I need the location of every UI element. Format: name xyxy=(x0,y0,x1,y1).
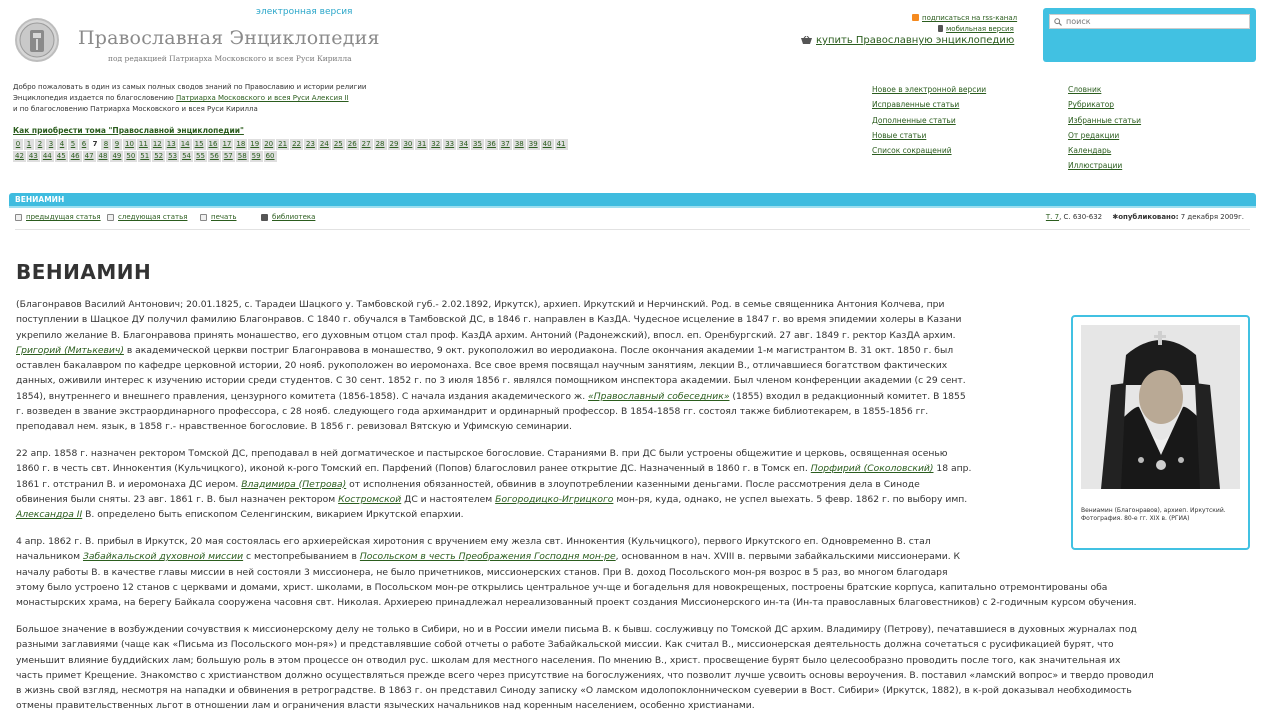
buy-encyclopedia-link[interactable] xyxy=(801,35,1014,46)
search-icon[interactable] xyxy=(1054,18,1062,26)
volume-link[interactable]: 3 xyxy=(46,139,56,150)
volume-link[interactable]: 28 xyxy=(375,140,385,148)
volume-link[interactable]: 2 xyxy=(35,139,45,150)
portrait-photo[interactable] xyxy=(1081,325,1240,489)
volume-link[interactable]: 56 xyxy=(209,152,219,160)
link-vladimir[interactable]: Владимира (Петрова) xyxy=(241,478,347,490)
volume-link[interactable]: 4 xyxy=(57,139,67,150)
site-header xyxy=(0,0,1263,80)
volume-link[interactable]: 16 xyxy=(208,140,218,148)
encyclopedia-logo-icon[interactable] xyxy=(15,18,59,62)
volume-link[interactable]: 58 xyxy=(237,152,247,160)
search-box xyxy=(1043,8,1256,62)
volume-link[interactable]: 47 xyxy=(84,152,94,160)
rss-icon xyxy=(912,14,919,21)
link-grigory[interactable]: Григорий (Митькевич) xyxy=(16,344,124,356)
article-heading: ВЕНИАМИН xyxy=(16,260,152,284)
pages-text: , С. 630-632 xyxy=(1059,213,1103,221)
volume-link[interactable]: 55 xyxy=(195,152,205,160)
nav-link[interactable]: Новое в электронной версии xyxy=(872,85,987,94)
volume-link[interactable]: 22 xyxy=(292,140,301,148)
volume-link[interactable]: 31 xyxy=(417,140,427,148)
link-kostroma[interactable]: Костромской xyxy=(338,493,402,505)
article-paragraph-1: (Благонравов Василий Антонович; 20.01.1825, с. Тарадеи Шацкого у. Тамбовской губ.- 2.02.1892, Иркутск), архиеп. Иркутский и Нерчинский. Род. в семье священника Антония Колчева, при поступлении в Шацкое ДУ получил фамилию Благонравов. С 1840 г. обучался в Тамбовской ДС, в 1846 г. направлен в КазДА. Чудесное исцеление в 1847 г. во время эпидемии холеры в Казани укрепило желание В. Благонравова принять монашество, его духовным отцом стал проф. КазДА архим. Антоний (Радонежский), впосл. еп. Оренбургский. 27 авг. 1849 г. ректор КазДА архим. Григорий (Митькевич) в академической церкви постриг Благонравова в монашество, 9 окт. рукоположил во иеродиакона. После окончания академии 1-м магистрантом В. 31 окт. 1850 г. был оставлен бакалавром по кафедре церковной истории, 20 нояб. рукоположен во иеромонаха. Все свое время посвящал научным занятиям, лекции В., отличавшиеся богатством фактических данных, оживили интерес к изучению истории среди студентов. С 30 сент. 1852 г. по 3 июля 1856 г. являлся помощником инспектора академии. Был членом конференции академии (с 29 сент. 1854), внутреннего и внешнего правления, цензурного комитета (1856-1858). С начала издания академического ж. «Православный собеседник» (1855) входил в редакционный комитет. В 1855 г. возведен в звание экстраординарного профессора, с 28 нояб. следующего года архимандрит и ординарный профессор. В 1854-1858 гг. состоял также библиотекарем, в 1855-1856 гг. преподавал нем. язык, в 1858 г.- нравственное богословие. В 1856 г. ревизовал Вятскую и Уфимскую семинарии. xyxy=(16,299,966,433)
prev-article-button[interactable] xyxy=(15,213,101,221)
title-bar-underline xyxy=(9,206,1256,208)
volume-link[interactable]: 17 xyxy=(222,140,232,148)
volume-link[interactable]: 20 xyxy=(264,140,274,148)
volume-link[interactable]: 21 xyxy=(278,140,288,148)
next-arrow-icon xyxy=(107,214,114,221)
volume-link[interactable]: 48 xyxy=(98,152,108,160)
nav-column-updates xyxy=(872,82,986,158)
volume-link[interactable]: 35 xyxy=(473,140,482,148)
volume-link[interactable]: 10 xyxy=(125,140,134,148)
toolbar-divider xyxy=(15,229,1250,230)
volume-link[interactable]: 11 xyxy=(138,140,148,148)
volume-link[interactable]: 37 xyxy=(500,140,510,148)
article-paragraph-2: 22 апр. 1858 г. назначен ректором Томской ДС, преподавал в ней догматическое и пастырское богословие. Стараниями В. при ДС были устроены общежитие и церковь, освященная осенью 1860 г. в честь свт. Иннокентия (Кульчицкого), иконой к-рого Томский еп. Парфений (Попов) благословил ранее открытие ДС. Назначенный в 1860 г. в Томск еп. Порфирий (Соколовский) 18 апр. 1861 г. отстранил В. и иеромонаха ДС иером. Владимира (Петрова) от исполнения обязанностей, обвинив в злоупотреблении казенными деньгами. После рассмотрения дела в Синоде обвинения были сняты. 23 авг. 1861 г. В. был назначен ректором Костромской ДС и настоятелем Богородицко-Игрицкого мон-ря, куда, однако, не успел выехать. 5 февр. 1862 г. по выбору имп. Александра II В. определено быть епископом Селенгинским, викарием Иркутской епархии. xyxy=(16,448,972,521)
volume-link[interactable]: 9 xyxy=(112,139,122,150)
mobile-phone-icon xyxy=(938,25,943,32)
article-toolbar xyxy=(15,213,1250,225)
link-bogoroditse-igritsky[interactable]: Богородицко-Игрицкого xyxy=(495,493,614,505)
volume-link[interactable]: 53 xyxy=(168,152,178,160)
welcome-text xyxy=(13,82,366,115)
next-article-button[interactable] xyxy=(107,213,187,221)
welcome-line-2 xyxy=(13,93,366,104)
link-alexander-ii[interactable]: Александра II xyxy=(16,509,83,521)
volume-row-2 xyxy=(13,151,713,163)
article-title-bar xyxy=(9,193,1256,206)
volume-list xyxy=(13,139,713,163)
volume-link[interactable]: 60 xyxy=(265,152,275,160)
volume-link[interactable]: 36 xyxy=(486,140,496,148)
volume-link[interactable]: 32 xyxy=(431,140,441,148)
volume-link[interactable]: 19 xyxy=(250,140,260,148)
volume-link[interactable]: 13 xyxy=(166,140,176,148)
volume-link[interactable]: 25 xyxy=(333,140,343,148)
nav-link[interactable]: Новые статьи xyxy=(872,130,927,140)
site-subtitle: под редакцией Патриарха Московского и всея Руси Кирилла xyxy=(108,54,352,63)
published-date: 7 декабря 2009г. xyxy=(1178,213,1244,221)
top-links xyxy=(912,12,1017,34)
volume-link[interactable]: 30 xyxy=(403,140,413,148)
published-icon: ✱ xyxy=(1112,213,1119,221)
volume-link[interactable]: 52 xyxy=(154,152,164,160)
nav-link[interactable]: Список сокращений xyxy=(872,146,952,156)
nav-link[interactable]: Иллюстрации xyxy=(1068,161,1123,171)
volume-link[interactable]: 15 xyxy=(194,140,204,148)
volume-link[interactable]: 12 xyxy=(152,140,162,148)
library-button[interactable] xyxy=(261,213,315,221)
volume-link[interactable]: 51 xyxy=(140,152,150,160)
mobile-link[interactable]: мобильная версия xyxy=(946,24,1014,33)
volume-link[interactable]: 50 xyxy=(126,152,136,160)
volume-link[interactable]: 34 xyxy=(459,140,469,148)
next-article-link[interactable]: следующая статья xyxy=(118,213,188,221)
volume-link[interactable]: 54 xyxy=(182,152,191,160)
volume-link[interactable]: 27 xyxy=(361,140,371,148)
nav-link[interactable]: Календарь xyxy=(1068,146,1112,156)
nav-column-sections xyxy=(1068,82,1141,174)
portrait-caption: Вениамин (Благонравов), архиеп. Иркутский. Фотография. 80-е гг. XIX в. (РГИА) xyxy=(1081,507,1226,522)
link-posolsky-monastery[interactable]: Посольском в честь Преображения Господня мон-ре xyxy=(359,551,616,563)
volume-link[interactable]: 45 xyxy=(56,152,66,160)
nav-link[interactable]: Дополненные статьи xyxy=(872,115,956,125)
link-pravoslavny-sobesednik[interactable]: «Православный собеседник» xyxy=(588,390,730,402)
link-zabaikal-mission[interactable]: Забайкальской духовной миссии xyxy=(82,551,244,563)
welcome-line-1: Добро пожаловать в один из самых полных сводов знаний по Православию и истории религии xyxy=(13,83,367,91)
nav-link[interactable]: От редакции xyxy=(1068,130,1120,140)
article-paragraph-4: Большое значение в возбуждении сочувствия к миссионерскому делу не только в Сибири, но и в России имели письма В. к бывш. сослуживцу по Томской ДС архим. Владимиру (Петрову), печатавшиеся в духовных журналах под разными заглавиями (чаще как «Письма из Посольского мон-ря») и представлявшие собой отчеты о работе Забайкальской миссии. Как считал В., миссионерская деятельность должна сочетаться с русификацией бурят, что уменьшит влияние буддийских лам; большую роль в этом процессе он отводил рус. школам для местного населения. По мнению В., христ. просвещение бурят было целесообразно проводить после того, как значительная их часть примет Крещение. Знакомство с христианством должно осуществляться прежде всего через присутствие на богослужениях, что позволит лучше усвоить основы вероучения. В. поставил «ламский вопрос» и твердо проводил в жизнь свой взгляд, несмотря на нападки и обвинения в ретроградстве. В 1863 г. он представил Синоду записку «О ламском идолопоклонническом суеверии в Вост. Сибири» (Иркутск, 1882), в к-рой доказывал необходимость отмены правительственных льгот в отношении лам и ограничения власти языческих начальников над коренным населением, особенно христианами. xyxy=(16,624,1154,712)
library-book-icon xyxy=(261,214,268,221)
bishop-portrait-image xyxy=(1081,325,1240,489)
volume-link[interactable]: 59 xyxy=(251,152,261,160)
nav-link[interactable]: Избранные статьи xyxy=(1068,115,1142,125)
volume-link[interactable]: 23 xyxy=(305,140,315,148)
volume-link[interactable]: 14 xyxy=(180,140,190,148)
volume-link[interactable]: 38 xyxy=(514,140,524,148)
print-button[interactable] xyxy=(200,213,237,221)
basket-icon xyxy=(801,36,812,45)
article-bar-title: ВЕНИАМИН xyxy=(15,195,65,204)
volume-link[interactable]: 40 xyxy=(542,140,552,148)
nav-link[interactable]: Исправленные статьи xyxy=(872,100,960,110)
published-label: опубликовано: xyxy=(1118,213,1179,221)
rss-link[interactable]: подписаться на rss-канал xyxy=(922,13,1018,22)
volume-link[interactable]: 49 xyxy=(112,152,122,160)
prev-article-link[interactable]: предыдущая статья xyxy=(26,213,101,221)
volume-link[interactable]: 5 xyxy=(68,139,78,150)
link-porfiry[interactable]: Порфирий (Соколовский) xyxy=(810,463,934,475)
patriarch-alexy-link[interactable]: Патриарха Московского и всея Руси Алексия II xyxy=(175,94,349,102)
how-to-buy-link[interactable]: Как приобрести тома "Православной энциклопедии" xyxy=(13,126,244,135)
welcome-line-3: и по благословению Патриарха Московского и всея Руси Кирилла xyxy=(13,105,258,113)
volume-link[interactable]: 24 xyxy=(319,140,329,148)
volume-link[interactable]: 46 xyxy=(70,152,80,160)
volume-link[interactable]: 29 xyxy=(389,140,399,148)
volume-link[interactable]: 39 xyxy=(528,140,538,148)
library-link[interactable]: библиотека xyxy=(272,213,316,221)
volume-link[interactable]: 18 xyxy=(236,140,246,148)
portrait-frame xyxy=(1071,315,1250,550)
volume-link[interactable]: 42 xyxy=(15,152,24,160)
volume-link[interactable]: 57 xyxy=(223,152,233,160)
printer-icon xyxy=(200,214,207,221)
volume-link[interactable]: 33 xyxy=(445,140,455,148)
volume-link[interactable]: 6 xyxy=(79,139,89,150)
welcome-line-2-prefix: Энциклопедия издается по благословению xyxy=(13,94,176,102)
mobile-link-row[interactable] xyxy=(912,23,1017,34)
volume-link[interactable]: 8 xyxy=(101,139,111,150)
nav-link[interactable]: Словник xyxy=(1068,85,1102,94)
volume-link[interactable]: 26 xyxy=(347,140,357,148)
e-version-label: электронная версия xyxy=(256,7,353,17)
site-title[interactable]: Православная Энциклопедия xyxy=(78,27,380,49)
volume-link[interactable]: 41 xyxy=(556,140,566,148)
article-paragraph-3: 4 апр. 1862 г. В. прибыл в Иркутск, 20 мая состоялась его архиерейская хиротония с вручением ему жезла свт. Иннокентия (Кульчицкого), первого Иркутского еп. Одновременно В. стал начальником Забайкальской духовной миссии с местопребыванием в Посольском в честь Преображения Господня мон-ре, основанном в нач. XVIII в. первыми забайкальскими миссионерами. К началу работы В. в качестве главы миссии в ней состояли 3 миссионера, не было причетников, миссионерских станов. При В. доход Посольского мон-ря возрос в 5 раз, во многом благодаря этому было устроено 12 станов с церквами и домами, христ. школами, в Посольском мон-ре открылись центральное уч-ще и богадельня для новокрещеных, построены братские корпуса, капитально отремонтированы оба монастырских храма, на берегу Байкала сооружена часовня свт. Николая. Архиерею принадлежал нереализованный проект создания Миссионерского ин-та (Ин-та православных благовестников) с 2-годичным курсом обучения. xyxy=(16,536,1137,609)
tome-link[interactable]: Т. 7 xyxy=(1045,213,1060,221)
prev-arrow-icon xyxy=(15,214,22,221)
volume-link: 7 xyxy=(92,140,98,148)
buy-link-text[interactable]: купить Православную энциклопедию xyxy=(816,35,1015,46)
search-input[interactable] xyxy=(1049,14,1250,29)
rss-link-row[interactable] xyxy=(912,12,1017,23)
article-meta xyxy=(1046,213,1244,221)
print-link[interactable]: печать xyxy=(211,213,237,221)
volume-link[interactable]: 0 xyxy=(13,139,23,150)
volume-link[interactable]: 44 xyxy=(42,152,52,160)
volume-row-1 xyxy=(13,139,713,151)
nav-link[interactable]: Рубрикатор xyxy=(1068,100,1115,110)
volume-link[interactable]: 1 xyxy=(24,139,34,150)
volume-link[interactable]: 43 xyxy=(28,152,38,160)
